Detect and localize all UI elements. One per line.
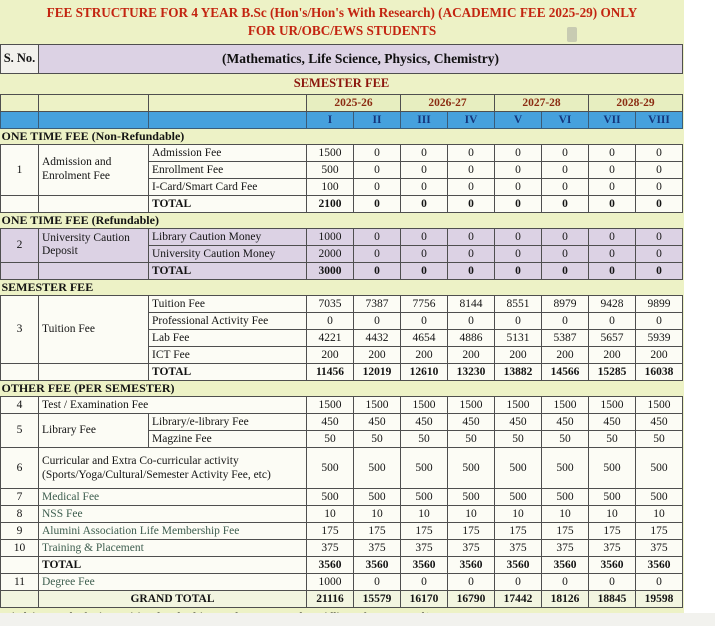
fee-value: 450 bbox=[636, 413, 683, 430]
year-2027-28: 2027-28 bbox=[495, 94, 589, 111]
table-row bbox=[1, 522, 683, 539]
fee-value: 0 bbox=[589, 245, 636, 262]
fee-label: I-Card/Smart Card Fee bbox=[149, 178, 307, 195]
fee-value: 2100 bbox=[307, 195, 354, 212]
fee-value: 1500 bbox=[307, 396, 354, 413]
fee-value: 500 bbox=[589, 488, 636, 505]
fee-value: 7387 bbox=[354, 295, 401, 312]
fee-value: 0 bbox=[542, 195, 589, 212]
fee-value: 5657 bbox=[589, 329, 636, 346]
fee-label: University Caution Money bbox=[149, 245, 307, 262]
fee-value: 7756 bbox=[401, 295, 448, 312]
fee-value: 8144 bbox=[448, 295, 495, 312]
fee-value: 0 bbox=[589, 228, 636, 245]
fee-value: 175 bbox=[401, 522, 448, 539]
fee-value: 200 bbox=[354, 346, 401, 363]
section-label: OTHER FEE (PER SEMESTER) bbox=[1, 380, 683, 396]
fee-value: 0 bbox=[636, 312, 683, 329]
fee-value: 1500 bbox=[354, 396, 401, 413]
fee-value: 10 bbox=[589, 505, 636, 522]
total-row bbox=[1, 556, 683, 573]
fee-value: 1500 bbox=[307, 144, 354, 161]
fee-value: 15579 bbox=[354, 590, 401, 607]
fee-label: Medical Fee bbox=[39, 488, 307, 505]
table-row bbox=[1, 505, 683, 522]
fee-value: 375 bbox=[542, 539, 589, 556]
fee-value: 500 bbox=[307, 161, 354, 178]
fee-value: 4221 bbox=[307, 329, 354, 346]
fee-value: 13230 bbox=[448, 363, 495, 380]
fee-value: 175 bbox=[589, 522, 636, 539]
table-row bbox=[1, 228, 683, 245]
fee-label: Tuition Fee bbox=[149, 295, 307, 312]
fee-value: 500 bbox=[401, 447, 448, 488]
sem-VIII: VIII bbox=[636, 111, 683, 128]
fee-value: 1000 bbox=[307, 573, 354, 590]
table-cell bbox=[1, 556, 39, 573]
fee-value: 1500 bbox=[495, 396, 542, 413]
header-row-subjects bbox=[1, 44, 683, 73]
fee-value: 200 bbox=[636, 346, 683, 363]
table-cell bbox=[1, 94, 39, 111]
fee-value: 3560 bbox=[354, 556, 401, 573]
fee-value: 12610 bbox=[401, 363, 448, 380]
fee-value: 0 bbox=[401, 312, 448, 329]
fee-value: 0 bbox=[448, 245, 495, 262]
table-cell bbox=[39, 94, 149, 111]
total-row bbox=[1, 363, 683, 380]
table-cell bbox=[1, 195, 39, 212]
fee-value: 16170 bbox=[401, 590, 448, 607]
table-row bbox=[1, 488, 683, 505]
fee-value: 0 bbox=[542, 161, 589, 178]
fee-label: Lab Fee bbox=[149, 329, 307, 346]
fee-value: 12019 bbox=[354, 363, 401, 380]
fee-value: 50 bbox=[307, 430, 354, 447]
fee-value: 13882 bbox=[495, 363, 542, 380]
section-label: SEMESTER FEE bbox=[1, 279, 683, 295]
fee-value: 200 bbox=[401, 346, 448, 363]
table-cell bbox=[1, 262, 39, 279]
fee-value: 14566 bbox=[542, 363, 589, 380]
fee-value: 10 bbox=[401, 505, 448, 522]
table-row bbox=[1, 144, 683, 161]
fee-value: 8551 bbox=[495, 295, 542, 312]
fee-value: 2000 bbox=[307, 245, 354, 262]
year-2028-29: 2028-29 bbox=[589, 94, 683, 111]
fee-value: 9428 bbox=[589, 295, 636, 312]
fee-value: 3560 bbox=[307, 556, 354, 573]
fee-value: 0 bbox=[448, 178, 495, 195]
year-2026-27: 2026-27 bbox=[401, 94, 495, 111]
fee-value: 0 bbox=[636, 262, 683, 279]
sem-II: II bbox=[354, 111, 401, 128]
table-row bbox=[1, 447, 683, 488]
category-label: Admission and Enrolment Fee bbox=[39, 144, 149, 195]
year-2025-26: 2025-26 bbox=[307, 94, 401, 111]
fee-value: 4886 bbox=[448, 329, 495, 346]
table-cell bbox=[1, 590, 39, 607]
fee-table-body bbox=[1, 44, 683, 607]
fee-value: 0 bbox=[354, 178, 401, 195]
section-label: ONE TIME FEE (Non-Refundable) bbox=[1, 128, 683, 144]
fee-value: 50 bbox=[401, 430, 448, 447]
header-row-semester-fee bbox=[1, 73, 683, 94]
fee-value: 500 bbox=[307, 447, 354, 488]
row-number: 10 bbox=[1, 539, 39, 556]
table-cell bbox=[39, 111, 149, 128]
row-number: 11 bbox=[1, 573, 39, 590]
fee-value: 0 bbox=[542, 573, 589, 590]
fee-value: 10 bbox=[636, 505, 683, 522]
fee-value: 450 bbox=[542, 413, 589, 430]
fee-value: 200 bbox=[589, 346, 636, 363]
sem-VII: VII bbox=[589, 111, 636, 128]
row-number: 2 bbox=[1, 228, 39, 262]
fee-value: 0 bbox=[495, 312, 542, 329]
fee-value: 0 bbox=[354, 245, 401, 262]
fee-value: 4432 bbox=[354, 329, 401, 346]
total-label: TOTAL bbox=[149, 262, 307, 279]
fee-value: 0 bbox=[589, 144, 636, 161]
section-header-other-fee bbox=[1, 380, 683, 396]
fee-table bbox=[0, 44, 683, 608]
sno-header: S. No. bbox=[1, 44, 39, 73]
fee-value: 0 bbox=[495, 161, 542, 178]
fee-value: 450 bbox=[495, 413, 542, 430]
fee-value: 1000 bbox=[307, 228, 354, 245]
table-row bbox=[1, 539, 683, 556]
row-number: 1 bbox=[1, 144, 39, 195]
fee-value: 10 bbox=[354, 505, 401, 522]
fee-value: 500 bbox=[495, 488, 542, 505]
fee-value: 450 bbox=[307, 413, 354, 430]
fee-value: 16790 bbox=[448, 590, 495, 607]
fee-value: 375 bbox=[307, 539, 354, 556]
sem-I: I bbox=[307, 111, 354, 128]
fee-value: 0 bbox=[448, 312, 495, 329]
scan-bottom-edge bbox=[0, 613, 715, 626]
fee-value: 500 bbox=[495, 447, 542, 488]
fee-value: 500 bbox=[636, 447, 683, 488]
fee-value: 18845 bbox=[589, 590, 636, 607]
fee-value: 0 bbox=[589, 178, 636, 195]
section-header-semester-fee bbox=[1, 279, 683, 295]
section-header-onetime-nonrefundable bbox=[1, 128, 683, 144]
fee-value: 450 bbox=[448, 413, 495, 430]
fee-value: 375 bbox=[354, 539, 401, 556]
fee-value: 0 bbox=[542, 144, 589, 161]
fee-value: 16038 bbox=[636, 363, 683, 380]
fee-value: 0 bbox=[589, 573, 636, 590]
fee-value: 0 bbox=[448, 228, 495, 245]
fee-value: 0 bbox=[542, 262, 589, 279]
fee-value: 0 bbox=[401, 195, 448, 212]
fee-value: 50 bbox=[589, 430, 636, 447]
fee-label: ICT Fee bbox=[149, 346, 307, 363]
fee-value: 3560 bbox=[636, 556, 683, 573]
row-number: 5 bbox=[1, 413, 39, 447]
fee-value: 0 bbox=[495, 573, 542, 590]
fee-value: 175 bbox=[542, 522, 589, 539]
fee-label: Admission Fee bbox=[149, 144, 307, 161]
fee-value: 0 bbox=[448, 262, 495, 279]
header-row-semesters bbox=[1, 111, 683, 128]
fee-value: 450 bbox=[354, 413, 401, 430]
fee-value: 1500 bbox=[401, 396, 448, 413]
category-label: Tuition Fee bbox=[39, 295, 149, 363]
fee-value: 0 bbox=[354, 161, 401, 178]
fee-value: 10 bbox=[495, 505, 542, 522]
fee-value: 1500 bbox=[542, 396, 589, 413]
fee-value: 500 bbox=[354, 447, 401, 488]
document-title bbox=[0, 0, 684, 41]
scan-smudge-artifact bbox=[567, 27, 577, 42]
row-number: 6 bbox=[1, 447, 39, 488]
fee-value: 4654 bbox=[401, 329, 448, 346]
fee-value: 0 bbox=[401, 573, 448, 590]
fee-value: 0 bbox=[495, 262, 542, 279]
row-number: 8 bbox=[1, 505, 39, 522]
fee-value: 200 bbox=[307, 346, 354, 363]
fee-value: 3560 bbox=[401, 556, 448, 573]
fee-value: 0 bbox=[495, 228, 542, 245]
fee-value: 500 bbox=[448, 447, 495, 488]
fee-value: 0 bbox=[636, 573, 683, 590]
table-cell bbox=[39, 363, 149, 380]
fee-value: 500 bbox=[354, 488, 401, 505]
sem-III: III bbox=[401, 111, 448, 128]
total-label: TOTAL bbox=[39, 556, 307, 573]
fee-value: 18126 bbox=[542, 590, 589, 607]
table-cell bbox=[149, 111, 307, 128]
fee-label: Training & Placement bbox=[39, 539, 307, 556]
row-number: 7 bbox=[1, 488, 39, 505]
fee-value: 1500 bbox=[589, 396, 636, 413]
fee-value: 450 bbox=[401, 413, 448, 430]
sem-V: V bbox=[495, 111, 542, 128]
fee-value: 0 bbox=[307, 312, 354, 329]
table-cell bbox=[39, 195, 149, 212]
fee-value: 0 bbox=[495, 178, 542, 195]
fee-label: Library Caution Money bbox=[149, 228, 307, 245]
fee-value: 200 bbox=[448, 346, 495, 363]
fee-label: NSS Fee bbox=[39, 505, 307, 522]
fee-value: 375 bbox=[636, 539, 683, 556]
fee-value: 0 bbox=[589, 262, 636, 279]
fee-value: 19598 bbox=[636, 590, 683, 607]
fee-value: 0 bbox=[636, 144, 683, 161]
fee-value: 50 bbox=[542, 430, 589, 447]
table-cell bbox=[149, 94, 307, 111]
fee-value: 0 bbox=[495, 144, 542, 161]
fee-value: 0 bbox=[354, 228, 401, 245]
grand-total-row bbox=[1, 590, 683, 607]
fee-value: 0 bbox=[354, 262, 401, 279]
fee-value: 5387 bbox=[542, 329, 589, 346]
fee-value: 5939 bbox=[636, 329, 683, 346]
fee-value: 3000 bbox=[307, 262, 354, 279]
fee-value: 0 bbox=[401, 228, 448, 245]
fee-value: 3560 bbox=[589, 556, 636, 573]
fee-value: 0 bbox=[589, 161, 636, 178]
fee-value: 0 bbox=[542, 178, 589, 195]
fee-value: 1500 bbox=[636, 396, 683, 413]
table-cell bbox=[1, 363, 39, 380]
fee-value: 5131 bbox=[495, 329, 542, 346]
fee-value: 0 bbox=[354, 195, 401, 212]
fee-value: 450 bbox=[589, 413, 636, 430]
fee-value: 0 bbox=[542, 228, 589, 245]
fee-value: 0 bbox=[401, 262, 448, 279]
fee-value: 50 bbox=[495, 430, 542, 447]
fee-value: 3560 bbox=[542, 556, 589, 573]
fee-value: 0 bbox=[354, 573, 401, 590]
grand-total-label: GRAND TOTAL bbox=[39, 590, 307, 607]
fee-value: 50 bbox=[636, 430, 683, 447]
fee-value: 0 bbox=[636, 161, 683, 178]
fee-value: 50 bbox=[448, 430, 495, 447]
fee-value: 375 bbox=[589, 539, 636, 556]
title-line-1: FEE STRUCTURE FOR 4 YEAR B.Sc (Hon's/Hon's With Research) (ACADEMIC FEE 2025-29) ONLY bbox=[46, 5, 638, 20]
fee-label: Professional Activity Fee bbox=[149, 312, 307, 329]
table-cell bbox=[1, 111, 39, 128]
fee-value: 0 bbox=[636, 228, 683, 245]
fee-value: 0 bbox=[636, 195, 683, 212]
fee-value: 100 bbox=[307, 178, 354, 195]
fee-value: 500 bbox=[448, 488, 495, 505]
fee-value: 10 bbox=[448, 505, 495, 522]
fee-value: 3560 bbox=[495, 556, 542, 573]
fee-value: 3560 bbox=[448, 556, 495, 573]
fee-value: 175 bbox=[495, 522, 542, 539]
fee-value: 500 bbox=[307, 488, 354, 505]
section-label: ONE TIME FEE (Refundable) bbox=[1, 212, 683, 228]
fee-value: 175 bbox=[448, 522, 495, 539]
fee-value: 0 bbox=[448, 161, 495, 178]
fee-value: 11456 bbox=[307, 363, 354, 380]
fee-value: 500 bbox=[542, 447, 589, 488]
category-label: University Caution Deposit bbox=[39, 228, 149, 262]
fee-value: 0 bbox=[495, 195, 542, 212]
fee-value: 500 bbox=[589, 447, 636, 488]
fee-value: 0 bbox=[542, 245, 589, 262]
fee-value: 0 bbox=[401, 178, 448, 195]
fee-value: 10 bbox=[542, 505, 589, 522]
fee-value: 0 bbox=[401, 245, 448, 262]
fee-label: Degree Fee bbox=[39, 573, 307, 590]
fee-value: 175 bbox=[307, 522, 354, 539]
fee-value: 0 bbox=[448, 144, 495, 161]
header-row-years bbox=[1, 94, 683, 111]
fee-value: 0 bbox=[495, 245, 542, 262]
fee-value: 200 bbox=[542, 346, 589, 363]
fee-value: 0 bbox=[542, 312, 589, 329]
fee-value: 200 bbox=[495, 346, 542, 363]
fee-value: 0 bbox=[448, 195, 495, 212]
fee-label: Library/e-library Fee bbox=[149, 413, 307, 430]
fee-value: 0 bbox=[589, 312, 636, 329]
fee-value: 0 bbox=[354, 144, 401, 161]
table-cell bbox=[39, 262, 149, 279]
row-number: 3 bbox=[1, 295, 39, 363]
fee-value: 175 bbox=[636, 522, 683, 539]
sem-VI: VI bbox=[542, 111, 589, 128]
table-row bbox=[1, 413, 683, 430]
fee-value: 10 bbox=[307, 505, 354, 522]
fee-value: 500 bbox=[542, 488, 589, 505]
table-row bbox=[1, 573, 683, 590]
fee-label: Curricular and Extra Co-curricular activity (Sports/Yoga/Cultural/Semester Activity Fee, etc) bbox=[39, 447, 307, 488]
semester-fee-title: SEMESTER FEE bbox=[1, 73, 683, 94]
fee-value: 0 bbox=[448, 573, 495, 590]
title-line-2: FOR UR/OBC/EWS STUDENTS bbox=[247, 23, 437, 39]
fee-label: Alumini Association Life Membership Fee bbox=[39, 522, 307, 539]
total-row bbox=[1, 195, 683, 212]
table-row bbox=[1, 295, 683, 312]
fee-value: 0 bbox=[401, 144, 448, 161]
total-label: TOTAL bbox=[149, 195, 307, 212]
fee-label: Magzine Fee bbox=[149, 430, 307, 447]
fee-value: 50 bbox=[354, 430, 401, 447]
row-number: 4 bbox=[1, 396, 39, 413]
fee-value: 0 bbox=[401, 161, 448, 178]
fee-label: Enrollment Fee bbox=[149, 161, 307, 178]
fee-value: 0 bbox=[636, 245, 683, 262]
section-header-onetime-refundable bbox=[1, 212, 683, 228]
category-label: Library Fee bbox=[39, 413, 149, 447]
fee-value: 17442 bbox=[495, 590, 542, 607]
fee-value: 375 bbox=[495, 539, 542, 556]
fee-value: 0 bbox=[354, 312, 401, 329]
fee-value: 0 bbox=[589, 195, 636, 212]
fee-value: 1500 bbox=[448, 396, 495, 413]
sem-IV: IV bbox=[448, 111, 495, 128]
fee-value: 8979 bbox=[542, 295, 589, 312]
row-number: 9 bbox=[1, 522, 39, 539]
fee-value: 500 bbox=[401, 488, 448, 505]
total-label: TOTAL bbox=[149, 363, 307, 380]
fee-value: 21116 bbox=[307, 590, 354, 607]
subjects-header: (Mathematics, Life Science, Physics, Chemistry) bbox=[39, 44, 683, 73]
fee-value: 0 bbox=[636, 178, 683, 195]
fee-value: 15285 bbox=[589, 363, 636, 380]
fee-value: 375 bbox=[401, 539, 448, 556]
fee-value: 9899 bbox=[636, 295, 683, 312]
fee-value: 375 bbox=[448, 539, 495, 556]
fee-value: 7035 bbox=[307, 295, 354, 312]
fee-value: 500 bbox=[636, 488, 683, 505]
total-row bbox=[1, 262, 683, 279]
fee-label: Test / Examination Fee bbox=[39, 396, 307, 413]
fee-value: 175 bbox=[354, 522, 401, 539]
table-row bbox=[1, 396, 683, 413]
